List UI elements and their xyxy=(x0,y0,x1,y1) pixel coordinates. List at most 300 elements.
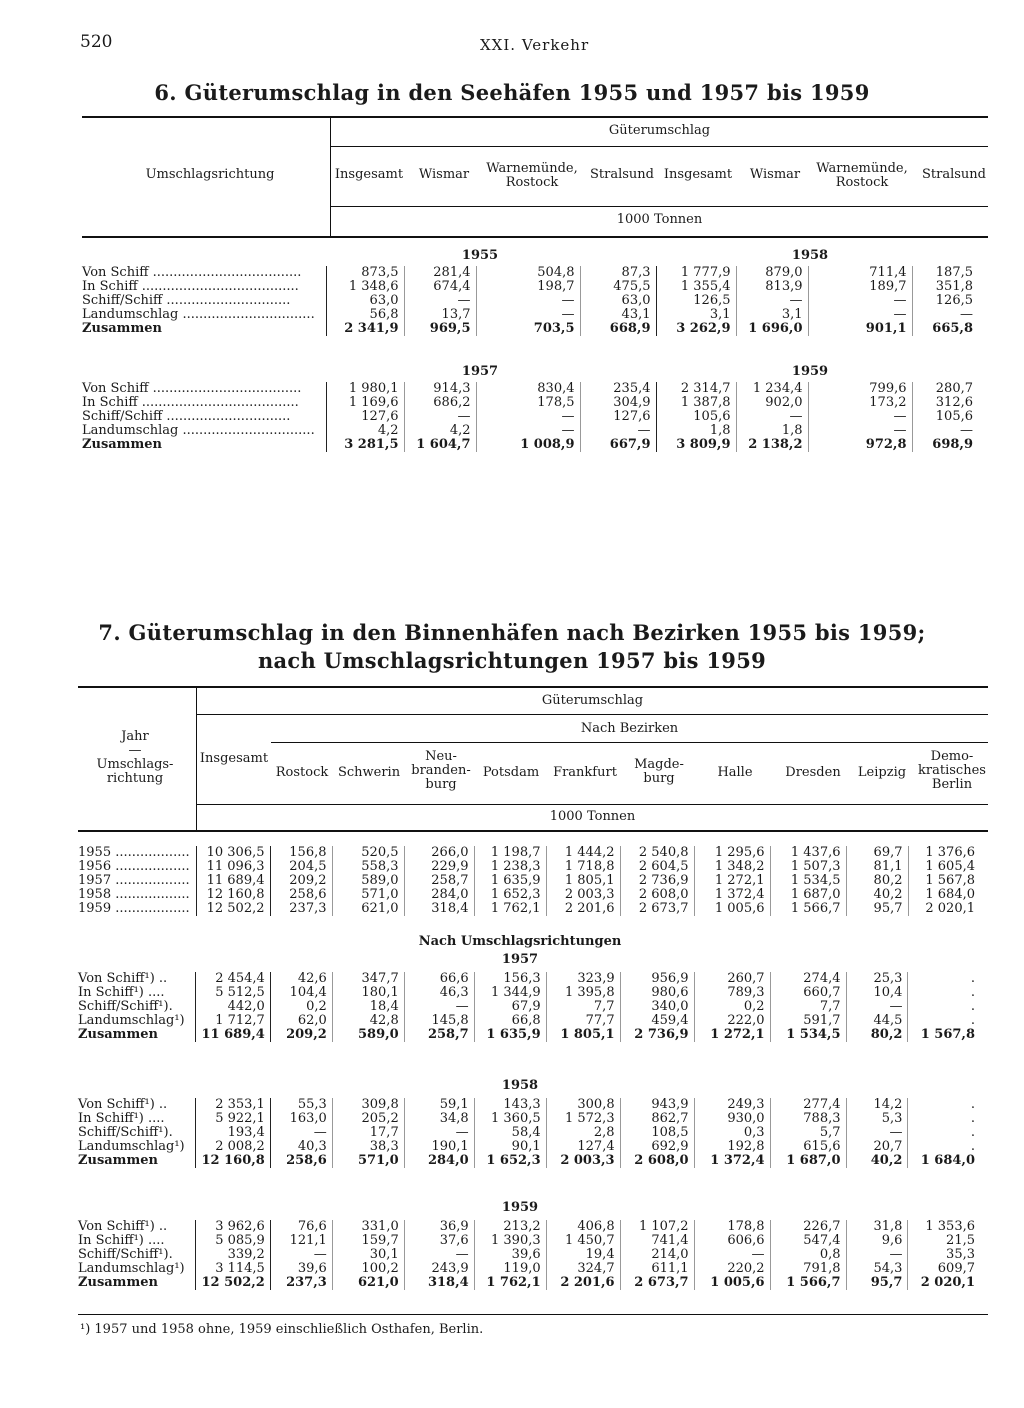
row-label: 1957 .................. xyxy=(78,873,190,888)
cell-value: 1 234,4 xyxy=(736,382,808,396)
cell-value: 1 450,7 xyxy=(546,1234,620,1248)
cell-value: 2 608,0 xyxy=(620,1154,694,1168)
cell-value: 1 355,4 xyxy=(656,280,736,294)
cell-value: 7,7 xyxy=(546,1000,620,1014)
cell-value: 1 635,9 xyxy=(474,874,546,888)
cell-value: 520,5 xyxy=(332,846,404,860)
cell-value: 20,7 xyxy=(846,1140,908,1154)
cell-value: — xyxy=(808,410,912,424)
cell-value: 589,0 xyxy=(332,874,404,888)
cell-value: 2 673,7 xyxy=(620,1276,694,1290)
cell-value: 1 005,6 xyxy=(694,1276,770,1290)
cell-value: 788,3 xyxy=(770,1112,846,1126)
cell-value: 1 635,9 xyxy=(474,1028,546,1042)
cell-value: 674,4 xyxy=(404,280,476,294)
row-label: 1956 .................. xyxy=(78,859,190,874)
table-row xyxy=(78,1098,980,1112)
cell-value: 1,8 xyxy=(656,424,736,438)
cell-value: 1 572,3 xyxy=(546,1112,620,1126)
cell-value: 692,9 xyxy=(620,1140,694,1154)
cell-value: 205,2 xyxy=(332,1112,404,1126)
table7-total-col: Insgesamt xyxy=(199,751,269,766)
cell-value: — xyxy=(404,410,476,424)
table-row xyxy=(78,1248,980,1262)
cell-value: 156,3 xyxy=(474,972,546,986)
cell-value: 1 696,0 xyxy=(736,322,808,336)
cell-value: 11 096,3 xyxy=(196,860,270,874)
cell-value: 100,2 xyxy=(332,1262,404,1276)
cell-value: 198,7 xyxy=(476,280,580,294)
cell-value: — xyxy=(912,424,978,438)
cell-value: 9,6 xyxy=(846,1234,908,1248)
cell-value: 1 107,2 xyxy=(620,1220,694,1234)
cell-value: 12 160,8 xyxy=(196,1154,270,1168)
row-label: Schiff/Schiff¹). xyxy=(78,1247,173,1262)
cell-value: — xyxy=(808,308,912,322)
cell-value: 703,5 xyxy=(476,322,580,336)
row-label: In Schiff¹) .... xyxy=(78,1233,165,1248)
cell-value: — xyxy=(404,294,476,308)
cell-value: 187,5 xyxy=(912,266,978,280)
table7-block-year: 1958 xyxy=(501,1078,539,1093)
cell-value: 1 395,8 xyxy=(546,986,620,1000)
table7-row-header xyxy=(80,730,190,786)
cell-value: 192,8 xyxy=(694,1140,770,1154)
cell-value: 213,2 xyxy=(474,1220,546,1234)
cell-value: 284,0 xyxy=(404,1154,474,1168)
t7-district-header: Schwerin xyxy=(337,765,401,780)
table7-block-body xyxy=(78,1098,980,1168)
table-row xyxy=(78,860,980,874)
cell-value: 1 687,0 xyxy=(770,1154,846,1168)
cell-value: 237,3 xyxy=(270,1276,332,1290)
cell-value: 2 003,3 xyxy=(546,1154,620,1168)
cell-value: — xyxy=(808,294,912,308)
cell-value: 351,8 xyxy=(912,280,978,294)
cell-value: 258,7 xyxy=(404,1028,474,1042)
cell-value: . xyxy=(908,1112,980,1126)
cell-value: 5,3 xyxy=(846,1112,908,1126)
cell-value: 21,5 xyxy=(908,1234,980,1248)
row-label: Von Schiff .................................... xyxy=(82,381,302,396)
cell-value: 55,3 xyxy=(270,1098,332,1112)
cell-value: 44,5 xyxy=(846,1014,908,1028)
cell-value: 66,6 xyxy=(404,972,474,986)
table6-row-header: Umschlagsrichtung xyxy=(145,167,275,182)
cell-value: 1 295,6 xyxy=(694,846,770,860)
cell-value: 258,6 xyxy=(270,888,332,902)
cell-value: 340,0 xyxy=(620,1000,694,1014)
t7-district-header: Neu-branden-burg xyxy=(411,749,471,792)
cell-value: 3 114,5 xyxy=(196,1262,270,1276)
cell-value: 12 502,2 xyxy=(196,1276,270,1290)
cell-value: 243,9 xyxy=(404,1262,474,1276)
cell-value: 711,4 xyxy=(808,266,912,280)
row-label: Landumschlag¹) xyxy=(78,1013,185,1028)
cell-value: 126,5 xyxy=(656,294,736,308)
t7-district-header: Rostock xyxy=(275,765,329,780)
cell-value: 10 306,5 xyxy=(196,846,270,860)
row-label: Von Schiff¹) .. xyxy=(78,1219,168,1234)
cell-value: 2 138,2 xyxy=(736,438,808,452)
cell-value: 80,2 xyxy=(846,874,908,888)
cell-value: . xyxy=(908,1098,980,1112)
cell-value: 2 673,7 xyxy=(620,902,694,916)
table-row xyxy=(82,382,978,396)
row-label: 1955 .................. xyxy=(78,845,190,860)
cell-value: — xyxy=(476,308,580,322)
cell-value: 39,6 xyxy=(270,1262,332,1276)
table-row xyxy=(82,294,978,308)
cell-value: — xyxy=(476,410,580,424)
cell-value: 69,7 xyxy=(846,846,908,860)
table7-title-line2: nach Umschlagsrichtungen 1957 bis 1959 xyxy=(257,648,767,673)
cell-value: 43,1 xyxy=(580,308,656,322)
table6-group-rule xyxy=(331,146,988,147)
table-row xyxy=(82,396,978,410)
cell-value: 2 736,9 xyxy=(620,874,694,888)
cell-value: 87,3 xyxy=(580,266,656,280)
cell-value: 40,3 xyxy=(270,1140,332,1154)
cell-value: 1 805,1 xyxy=(546,874,620,888)
cell-value: 1 762,1 xyxy=(474,1276,546,1290)
cell-value: 3,1 xyxy=(736,308,808,322)
cell-value: 30,1 xyxy=(332,1248,404,1262)
cell-value: 1 980,1 xyxy=(326,382,404,396)
cell-value: 90,1 xyxy=(474,1140,546,1154)
cell-value: 277,4 xyxy=(770,1098,846,1112)
table6-body-b xyxy=(82,382,978,452)
cell-value: 104,4 xyxy=(270,986,332,1000)
cell-value: 62,0 xyxy=(270,1014,332,1028)
cell-value: 5 512,5 xyxy=(196,986,270,1000)
cell-value: 668,9 xyxy=(580,322,656,336)
t6-col-header: Warnemünde, Rostock xyxy=(486,161,578,190)
cell-value: 0,2 xyxy=(694,1000,770,1014)
cell-value: 173,2 xyxy=(808,396,912,410)
cell-value: 956,9 xyxy=(620,972,694,986)
cell-value: 280,7 xyxy=(912,382,978,396)
cell-value: . xyxy=(908,986,980,1000)
cell-value: 209,2 xyxy=(270,1028,332,1042)
cell-value: 31,8 xyxy=(846,1220,908,1234)
cell-value: 1 567,8 xyxy=(908,874,980,888)
cell-value: 660,7 xyxy=(770,986,846,1000)
cell-value: 665,8 xyxy=(912,322,978,336)
cell-value: 1 567,8 xyxy=(908,1028,980,1042)
cell-value: 63,0 xyxy=(326,294,404,308)
cell-value: 260,7 xyxy=(694,972,770,986)
table6-group-header: Güterumschlag xyxy=(608,123,711,138)
table7-block-year: 1959 xyxy=(501,1200,539,1215)
table6-year: 1959 xyxy=(791,364,829,379)
table7-unit-rule xyxy=(197,804,988,805)
t6-col-header: Wismar xyxy=(418,167,470,182)
cell-value: 12 160,8 xyxy=(196,888,270,902)
cell-value: 686,2 xyxy=(404,396,476,410)
cell-value: 2 736,9 xyxy=(620,1028,694,1042)
t6-col-header: Stralsund xyxy=(922,167,986,182)
cell-value: 3 281,5 xyxy=(326,438,404,452)
cell-value: 59,1 xyxy=(404,1098,474,1112)
cell-value: 235,4 xyxy=(580,382,656,396)
cell-value: 873,5 xyxy=(326,266,404,280)
row-header-line: richtung xyxy=(106,771,164,786)
cell-value: 105,6 xyxy=(656,410,736,424)
cell-value: 589,0 xyxy=(332,1028,404,1042)
t7-district-header: Potsdam xyxy=(482,765,540,780)
cell-value: 11 689,4 xyxy=(196,874,270,888)
cell-value: 1 805,1 xyxy=(546,1028,620,1042)
table-row xyxy=(78,972,980,986)
cell-value: 54,3 xyxy=(846,1262,908,1276)
cell-value: 180,1 xyxy=(332,986,404,1000)
table7-block-body xyxy=(78,972,980,1042)
cell-value: 1 605,4 xyxy=(908,860,980,874)
cell-value: 2 604,5 xyxy=(620,860,694,874)
cell-value: 969,5 xyxy=(404,322,476,336)
cell-value: 1 348,2 xyxy=(694,860,770,874)
table7-block-body xyxy=(78,1220,980,1290)
row-label: Zusammen xyxy=(82,437,162,452)
cell-value: 258,7 xyxy=(404,874,474,888)
cell-value: 209,2 xyxy=(270,874,332,888)
row-header-line: Jahr xyxy=(121,729,149,744)
cell-value: 1 684,0 xyxy=(908,1154,980,1168)
cell-value: 12 502,2 xyxy=(196,902,270,916)
cell-value: 2 314,7 xyxy=(656,382,736,396)
table7-sub-rule xyxy=(271,742,988,743)
cell-value: 95,7 xyxy=(846,1276,908,1290)
cell-value: 39,6 xyxy=(474,1248,546,1262)
cell-value: 571,0 xyxy=(332,888,404,902)
cell-value: 25,3 xyxy=(846,972,908,986)
cell-value: 1 534,5 xyxy=(770,874,846,888)
cell-value: 143,3 xyxy=(474,1098,546,1112)
sum-row xyxy=(82,322,978,336)
cell-value: 1 652,3 xyxy=(474,1154,546,1168)
cell-value: 5 922,1 xyxy=(196,1112,270,1126)
table-row xyxy=(82,266,978,280)
cell-value: 1 390,3 xyxy=(474,1234,546,1248)
row-label: In Schiff¹) .... xyxy=(78,985,165,1000)
cell-value: 879,0 xyxy=(736,266,808,280)
row-label: 1959 .................. xyxy=(78,901,190,916)
page-number: 520 xyxy=(80,32,113,52)
cell-value: 442,0 xyxy=(196,1000,270,1014)
t7-district-header: Dresden xyxy=(785,765,841,780)
cell-value: — xyxy=(694,1248,770,1262)
cell-value: 67,9 xyxy=(474,1000,546,1014)
cell-value: 178,5 xyxy=(476,396,580,410)
cell-value: 1 534,5 xyxy=(770,1028,846,1042)
row-label: Zusammen xyxy=(78,1275,158,1290)
cell-value: 229,9 xyxy=(404,860,474,874)
cell-value: 323,9 xyxy=(546,972,620,986)
cell-value: 36,9 xyxy=(404,1220,474,1234)
table6-head-rule xyxy=(82,236,988,238)
cell-value: 862,7 xyxy=(620,1112,694,1126)
cell-value: 331,0 xyxy=(332,1220,404,1234)
cell-value: 547,4 xyxy=(770,1234,846,1248)
table6-unit-rule xyxy=(331,206,988,207)
cell-value: 1 444,2 xyxy=(546,846,620,860)
t6-col-header: Stralsund xyxy=(590,167,654,182)
table-row xyxy=(78,1014,980,1028)
cell-value: 1 718,8 xyxy=(546,860,620,874)
cell-value: — xyxy=(404,1248,474,1262)
cell-value: 698,9 xyxy=(912,438,978,452)
t7-district-header: Leipzig xyxy=(857,765,907,780)
row-label: Landumschlag ................................ xyxy=(82,307,315,322)
cell-value: 406,8 xyxy=(546,1220,620,1234)
cell-value: 830,4 xyxy=(476,382,580,396)
cell-value: 266,0 xyxy=(404,846,474,860)
cell-value: 741,4 xyxy=(620,1234,694,1248)
cell-value: 19,4 xyxy=(546,1248,620,1262)
cell-value: — xyxy=(808,424,912,438)
cell-value: 1 712,7 xyxy=(196,1014,270,1028)
row-label: Landumschlag ................................ xyxy=(82,423,315,438)
cell-value: 17,7 xyxy=(332,1126,404,1140)
cell-value: 980,6 xyxy=(620,986,694,1000)
t6-col-header: Wismar xyxy=(749,167,801,182)
row-label: 1958 .................. xyxy=(78,887,190,902)
cell-value: 193,4 xyxy=(196,1126,270,1140)
table-row xyxy=(78,902,980,916)
cell-value: 204,5 xyxy=(270,860,332,874)
table7-section-label: Nach Umschlagsrichtungen xyxy=(418,934,622,949)
cell-value: 237,3 xyxy=(270,902,332,916)
row-label: In Schiff ...................................... xyxy=(82,395,299,410)
sum-row xyxy=(82,438,978,452)
cell-value: 1 777,9 xyxy=(656,266,736,280)
cell-value: 105,6 xyxy=(912,410,978,424)
cell-value: 13,7 xyxy=(404,308,476,322)
cell-value: 2 003,3 xyxy=(546,888,620,902)
t7-district-header: Frankfurt xyxy=(553,765,617,780)
cell-value: 2 201,6 xyxy=(546,902,620,916)
cell-value: 2 008,2 xyxy=(196,1140,270,1154)
cell-value: 127,6 xyxy=(326,410,404,424)
t6-col-header: Insgesamt xyxy=(663,167,733,182)
row-label: Von Schiff¹) .. xyxy=(78,971,168,986)
cell-value: — xyxy=(476,424,580,438)
cell-value: — xyxy=(846,1126,908,1140)
table-row xyxy=(78,1234,980,1248)
cell-value: 1 762,1 xyxy=(474,902,546,916)
cell-value: 621,0 xyxy=(332,1276,404,1290)
cell-value: 504,8 xyxy=(476,266,580,280)
cell-value: 4,2 xyxy=(404,424,476,438)
cell-value: 76,6 xyxy=(270,1220,332,1234)
cell-value: 249,3 xyxy=(694,1098,770,1112)
cell-value: 1 005,6 xyxy=(694,902,770,916)
cell-value: 475,5 xyxy=(580,280,656,294)
cell-value: 606,6 xyxy=(694,1234,770,1248)
cell-value: 222,0 xyxy=(694,1014,770,1028)
cell-value: 159,7 xyxy=(332,1234,404,1248)
cell-value: 591,7 xyxy=(770,1014,846,1028)
cell-value: 2 353,1 xyxy=(196,1098,270,1112)
cell-value: — xyxy=(846,1000,908,1014)
cell-value: 163,0 xyxy=(270,1112,332,1126)
cell-value: — xyxy=(736,294,808,308)
row-label: Von Schiff .................................... xyxy=(82,265,302,280)
cell-value: — xyxy=(912,308,978,322)
cell-value: 81,1 xyxy=(846,860,908,874)
table-row xyxy=(78,1220,980,1234)
cell-value: 1 566,7 xyxy=(770,902,846,916)
cell-value: 901,1 xyxy=(808,322,912,336)
cell-value: 2 540,8 xyxy=(620,846,694,860)
cell-value: . xyxy=(908,1126,980,1140)
cell-value: 145,8 xyxy=(404,1014,474,1028)
cell-value: 3,1 xyxy=(656,308,736,322)
cell-value: 35,3 xyxy=(908,1248,980,1262)
cell-value: 1 272,1 xyxy=(694,1028,770,1042)
cell-value: 571,0 xyxy=(332,1154,404,1168)
cell-value: 66,8 xyxy=(474,1014,546,1028)
table7-group-header: Güterumschlag xyxy=(541,693,644,708)
cell-value: 56,8 xyxy=(326,308,404,322)
cell-value: — xyxy=(404,1126,474,1140)
cell-value: — xyxy=(736,410,808,424)
cell-value: 2 608,0 xyxy=(620,888,694,902)
cell-value: 1 198,7 xyxy=(474,846,546,860)
cell-value: 95,7 xyxy=(846,902,908,916)
table-row xyxy=(78,846,980,860)
cell-value: 2 454,4 xyxy=(196,972,270,986)
table6-year: 1957 xyxy=(461,364,499,379)
cell-value: — xyxy=(270,1126,332,1140)
t7-district-header: Magde-burg xyxy=(634,757,684,786)
row-label: Zusammen xyxy=(78,1153,158,1168)
cell-value: 1 238,3 xyxy=(474,860,546,874)
cell-value: 7,7 xyxy=(770,1000,846,1014)
cell-value: 40,2 xyxy=(846,888,908,902)
cell-value: 914,3 xyxy=(404,382,476,396)
table6-body-a xyxy=(82,266,978,336)
cell-value: 2,8 xyxy=(546,1126,620,1140)
table-row xyxy=(82,410,978,424)
cell-value: 2 020,1 xyxy=(908,1276,980,1290)
row-label: Zusammen xyxy=(82,321,162,336)
cell-value: 189,7 xyxy=(808,280,912,294)
row-label: Zusammen xyxy=(78,1027,158,1042)
cell-value: 0,2 xyxy=(270,1000,332,1014)
cell-value: 258,6 xyxy=(270,1154,332,1168)
table7-title-line1: 7. Güterumschlag in den Binnenhäfen nach Bezirken 1955 bis 1959; xyxy=(98,620,926,645)
table-row xyxy=(78,1140,980,1154)
cell-value: 1 372,4 xyxy=(694,1154,770,1168)
cell-value: 339,2 xyxy=(196,1248,270,1262)
cell-value: 10,4 xyxy=(846,986,908,1000)
row-label: Schiff/Schiff¹). xyxy=(78,999,173,1014)
row-label: Landumschlag¹) xyxy=(78,1261,185,1276)
cell-value: 304,9 xyxy=(580,396,656,410)
table7-bottom-rule xyxy=(78,1314,988,1315)
t7-district-header: Halle xyxy=(717,765,753,780)
cell-value: 1 372,4 xyxy=(694,888,770,902)
table-row xyxy=(82,308,978,322)
table-row xyxy=(78,874,980,888)
table7-group-rule xyxy=(197,714,988,715)
cell-value: 902,0 xyxy=(736,396,808,410)
table6-year: 1958 xyxy=(791,248,829,263)
cell-value: 4,2 xyxy=(326,424,404,438)
cell-value: 220,2 xyxy=(694,1262,770,1276)
